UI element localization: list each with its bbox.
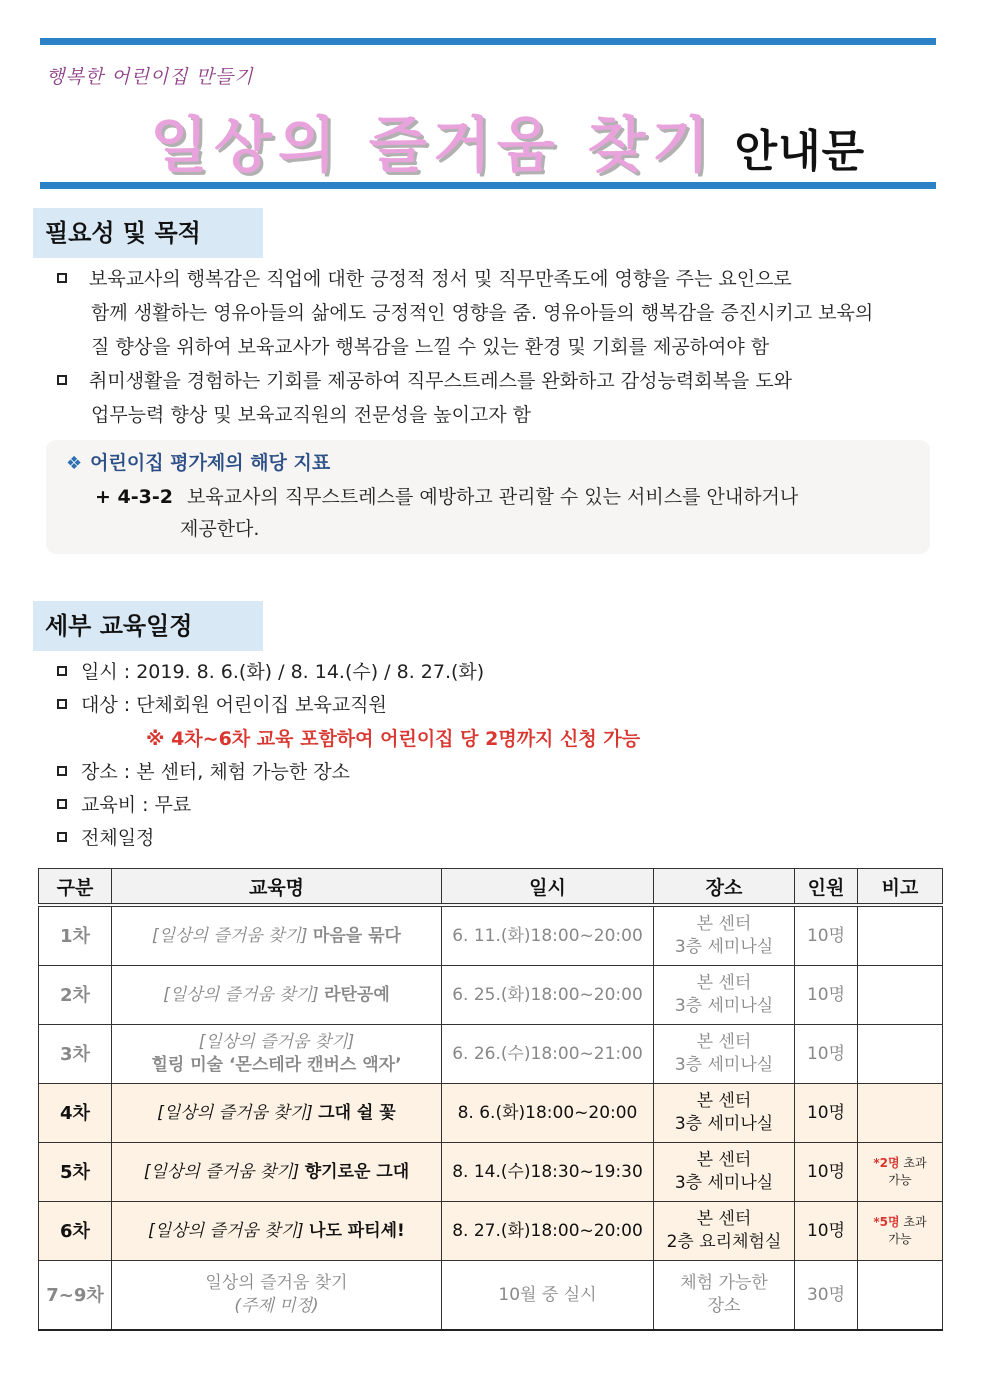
course-name: 힐링 미술 ‘몬스테라 캔버스 액자’ [151, 1055, 402, 1075]
place-line-2: 3층 세미나실 [674, 1055, 774, 1075]
place-line-1: 본 센터 [696, 1032, 752, 1052]
cell-datetime: 6. 26.(수)18:00~21:00 [442, 1025, 654, 1084]
cell-place [654, 905, 795, 966]
purpose-bullet-1 [57, 262, 941, 364]
place-line-2: 3층 세미나실 [674, 1173, 774, 1193]
cell-course [112, 1084, 442, 1143]
table-row [39, 905, 943, 966]
cell-place [654, 966, 795, 1025]
cell-people: 30명 [795, 1261, 858, 1331]
cell-note [858, 1202, 943, 1261]
indicator-line-2: 제공한다. [180, 518, 260, 540]
schedule-fee-line [57, 788, 191, 822]
table-header-note: 비고 [858, 869, 943, 906]
cell-round: 5차 [39, 1143, 112, 1202]
schedule-overall-text: 전체일정 [81, 827, 155, 849]
table-header-datetime: 일시 [442, 869, 654, 906]
cell-datetime: 8. 14.(수)18:30~19:30 [442, 1143, 654, 1202]
purpose-bullet-1-line-1: 보육교사의 행복감은 직업에 대한 긍정적 정서 및 직무만족도에 영향을 주는 요인으로 [89, 268, 792, 290]
cell-note [858, 1084, 943, 1143]
place-line-1: 본 센터 [696, 1150, 752, 1170]
note-line-2: 가능 [888, 1173, 912, 1187]
schedule-place-text: 장소 : 본 센터, 체험 가능한 장소 [81, 761, 350, 783]
schedule-target-line [57, 688, 387, 722]
table-header-round: 구분 [39, 869, 112, 906]
cell-round: 7~9차 [39, 1261, 112, 1331]
cell-round: 2차 [39, 966, 112, 1025]
table-row [39, 1143, 943, 1202]
note-count: *5명 [873, 1215, 900, 1229]
cell-note [858, 905, 943, 966]
place-line-2: 3층 세미나실 [674, 996, 774, 1016]
cell-datetime: 6. 11.(화)18:00~20:00 [442, 905, 654, 966]
schedule-target-text: 대상 : 단체회원 어린이집 보육교직원 [81, 694, 387, 716]
table-header-people: 인원 [795, 869, 858, 906]
cell-place [654, 1084, 795, 1143]
schedule-date-text: 일시 : 2019. 8. 6.(화) / 8. 14.(수) / 8. 27.(화) [81, 661, 485, 683]
purpose-bullet-2-line-2: 업무능력 향상 및 보육교직원의 전문성을 높이고자 함 [91, 404, 532, 426]
page-title [150, 98, 865, 184]
cell-place [654, 1261, 795, 1331]
schedule-date-line [57, 655, 484, 689]
indicator-title [66, 446, 330, 481]
course-name: 나도 파티셰! [309, 1220, 405, 1241]
cell-datetime: 8. 6.(화)18:00~20:00 [442, 1084, 654, 1143]
page-title-main: 일상의 즐거움 찾기 [150, 111, 716, 181]
cell-datetime: 10월 중 실시 [442, 1261, 654, 1331]
cell-course [112, 1202, 442, 1261]
cell-course [112, 1261, 442, 1331]
checkbox-bullet-icon [57, 832, 67, 842]
course-name: 향기로운 그대 [304, 1161, 410, 1182]
cell-round: 4차 [39, 1084, 112, 1143]
course-name: 라탄공예 [324, 984, 390, 1005]
note-line-1 [858, 1214, 942, 1231]
place-line-2: 2층 요리체험실 [666, 1232, 782, 1252]
cell-people: 10명 [795, 1202, 858, 1261]
indicator-line-1-text: 보육교사의 직무스트레스를 예방하고 관리할 수 있는 서비스를 안내하거나 [187, 486, 799, 508]
cell-course [112, 966, 442, 1025]
note-line-1 [858, 1155, 942, 1172]
cell-place [654, 1025, 795, 1084]
header-subtitle: 행복한 어린이집 만들기 [46, 66, 254, 88]
section-heading-purpose: 필요성 및 목적 [33, 208, 263, 258]
course-prefix: [일상의 즐거움 찾기] [198, 1032, 355, 1052]
table-row [39, 1084, 943, 1143]
cell-datetime: 8. 27.(화)18:00~20:00 [442, 1202, 654, 1261]
cell-people: 10명 [795, 905, 858, 966]
course-prefix: [일상의 즐거움 찾기] [148, 1220, 304, 1241]
page-title-suffix: 안내문 [734, 126, 866, 177]
schedule-overall-line [57, 821, 154, 855]
cell-place [654, 1143, 795, 1202]
course-prefix: [일상의 즐거움 찾기] [152, 925, 308, 946]
course-name: (주제 미정) [234, 1296, 319, 1316]
checkbox-bullet-icon [57, 799, 67, 809]
cell-note [858, 1261, 943, 1331]
header-top-rule [40, 38, 936, 45]
cell-round: 3차 [39, 1025, 112, 1084]
place-line-1: 본 센터 [696, 914, 752, 934]
checkbox-bullet-icon [57, 666, 67, 676]
diamond-bullet-icon: ❖ [66, 453, 83, 474]
cell-datetime: 6. 25.(화)18:00~20:00 [442, 966, 654, 1025]
indicator-title-text: 어린이집 평가제의 해당 지표 [90, 452, 331, 474]
cell-round: 1차 [39, 905, 112, 966]
table-row [39, 1261, 943, 1331]
cell-course [112, 1143, 442, 1202]
purpose-bullet-2 [57, 364, 941, 432]
note-rest: 초과 [899, 1215, 927, 1229]
cell-note [858, 966, 943, 1025]
note-count: *2명 [873, 1156, 900, 1170]
place-line-1: 본 센터 [696, 973, 752, 993]
table-header-course: 교육명 [112, 869, 442, 906]
cell-course [112, 905, 442, 966]
cell-note [858, 1143, 943, 1202]
course-prefix: [일상의 즐거움 찾기] [163, 984, 319, 1005]
course-prefix: [일상의 즐거움 찾기] [143, 1161, 300, 1182]
place-line-2: 장소 [707, 1296, 741, 1316]
table-row [39, 966, 943, 1025]
schedule-table [38, 868, 943, 1331]
course-prefix: [일상의 즐거움 찾기] [157, 1102, 313, 1123]
header-bottom-rule [40, 182, 936, 189]
cell-round: 6차 [39, 1202, 112, 1261]
cell-course [112, 1025, 442, 1084]
cell-people: 10명 [795, 1025, 858, 1084]
schedule-place-line [57, 755, 350, 789]
course-name: 그대 쉴 꽃 [318, 1102, 396, 1123]
place-line-1: 체험 가능한 [680, 1273, 768, 1293]
table-row [39, 1202, 943, 1261]
indicator-code: + 4-3-2 [95, 486, 173, 508]
table-row [39, 1025, 943, 1084]
cell-people: 10명 [795, 1084, 858, 1143]
place-line-2: 3층 세미나실 [674, 1114, 774, 1134]
checkbox-bullet-icon [57, 766, 67, 776]
course-name: 마음을 묶다 [312, 925, 401, 946]
purpose-bullet-1-line-2: 함께 생활하는 영유아들의 삶에도 긍정적인 영향을 줌. 영유아들의 행복감을 증진시키고 보육의 [91, 302, 874, 324]
schedule-fee-text: 교육비 : 무료 [81, 794, 192, 816]
checkbox-bullet-icon [57, 699, 67, 709]
note-rest: 초과 [899, 1156, 927, 1170]
note-line-2: 가능 [888, 1232, 912, 1246]
cell-people: 10명 [795, 966, 858, 1025]
purpose-bullet-2-line-1: 취미생활을 경험하는 기회를 제공하여 직무스트레스를 완화하고 감성능력회복을 도와 [89, 370, 793, 392]
table-header-row [39, 869, 943, 906]
indicator-line-1 [95, 481, 798, 513]
checkbox-bullet-icon [57, 273, 67, 283]
table-header-place: 장소 [654, 869, 795, 906]
course-prefix: 일상의 즐거움 찾기 [205, 1273, 348, 1293]
place-line-2: 3층 세미나실 [674, 937, 774, 957]
place-line-1: 본 센터 [696, 1209, 752, 1229]
place-line-1: 본 센터 [696, 1091, 752, 1111]
purpose-bullet-1-line-3: 질 향상을 위하여 보육교사가 행복감을 느낄 수 있는 환경 및 기회를 제공하여야 함 [91, 336, 770, 358]
cell-people: 10명 [795, 1143, 858, 1202]
schedule-limit-note: ※ 4차~6차 교육 포함하여 어린이집 당 2명까지 신청 가능 [146, 728, 641, 750]
cell-note [858, 1025, 943, 1084]
cell-place [654, 1202, 795, 1261]
checkbox-bullet-icon [57, 375, 67, 385]
section-heading-schedule: 세부 교육일정 [33, 601, 263, 651]
